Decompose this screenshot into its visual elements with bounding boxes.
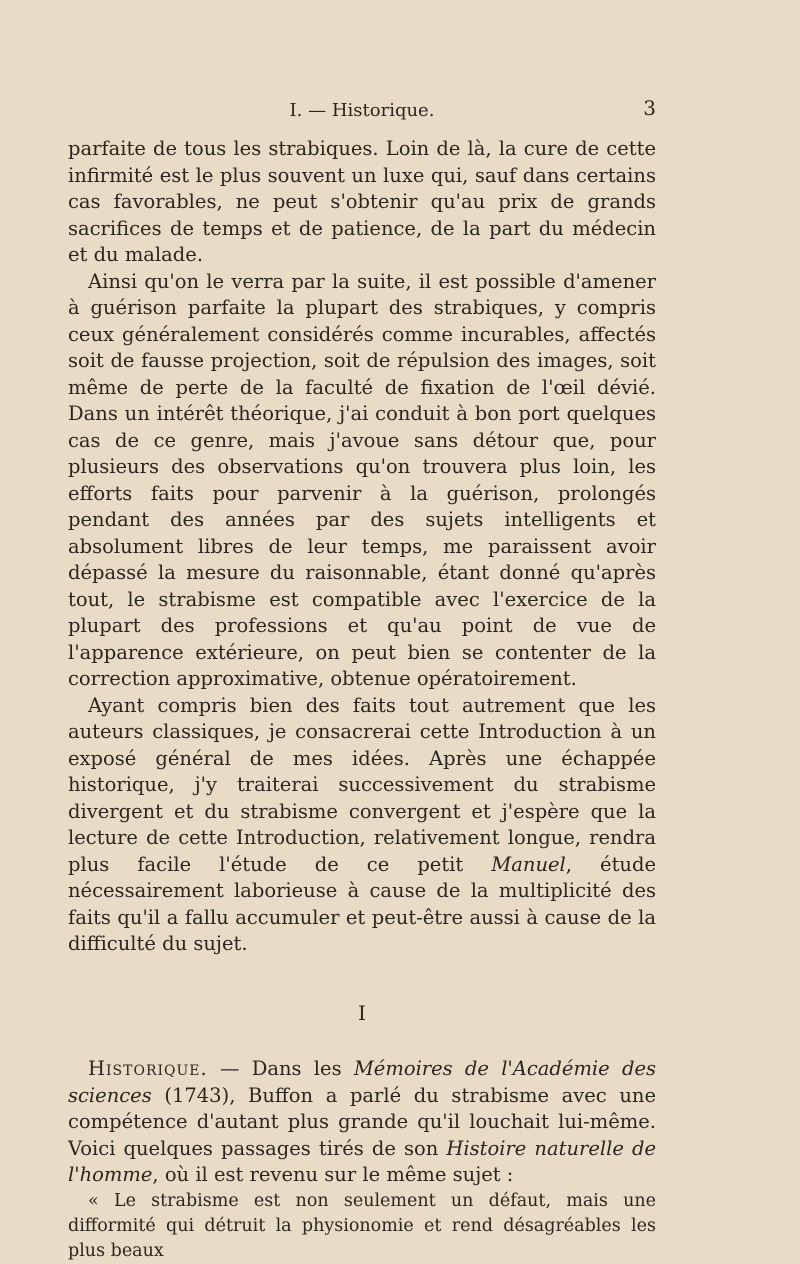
paragraph-2: Ainsi qu'on le verra par la suite, il est possible d'amener à guérison parfaite la plupart des strabiques, y compris ceux généralement considérés comme incurables, affectés soit de fausse projection, soit de répulsion des images, soit même de perte de la faculté de fixation de l'œil dévié. Dans un intérêt théorique, j'ai conduit à bon port quelques cas de ce genre, mais j'avoue sans détour que, pour plusieurs des observations qu'on trouvera plus loin, les efforts faits pour parvenir à la guérison, prolongés pendant des années par des sujets intelligents et absolument libres de leur temps, me paraissent avoir dépassé la mesure du raisonnable, étant donné qu'après tout, le strabisme est compatible avec l'exercice de la plupart des professions et qu'au point de vue de l'apparence extérieure, on peut bien se contenter de la correction approximative, obtenue opératoirement. [68,269,656,690]
section-heading: I [358,1000,366,1025]
chapter-title: I. — Historique. [289,100,435,121]
paragraph-4-text-a: — Dans les [207,1057,354,1080]
historique-lead: Historique. [88,1057,208,1080]
paragraph-4-text-c: , où il est revenu sur le même sujet : [152,1163,514,1186]
paragraph-3-text-a: Ayant compris bien des faits tout autrement que les auteurs classiques, je consacrerai cette Introduction à un exposé général de mes idées. Après une échappée historique, j'y traiterai successivement du strabisme divergent et du strabisme convergent et j'espère que la lecture de cette Introduction, relativement longue, rendra plus facile l'étude de ce petit [68,693,656,876]
page-number: 3 [643,96,656,120]
histoire-title: Histoire naturelle de l'homme [68,1136,656,1186]
running-head [68,96,656,126]
buffon-quote: « Le strabisme est non seulement un défaut, mais une difformité qui détruit la physionomie et rend désagréables les plus beaux [68,1190,656,1261]
paragraph-3-italic: Manuel [491,852,566,876]
memoires-title: Mémoires de l'Académie des sciences [68,1057,656,1107]
paragraph-4-text-b: (1743), Buffon a parlé du strabisme avec une compétence d'autant plus grande qu'il louchait lui-même. Voici quelques passages tirés de son [68,1083,656,1160]
paragraph-1: parfaite de tous les strabiques. Loin de là, la cure de cette infirmité est le plus souvent un luxe qui, sauf dans certains cas favorables, ne peut s'obtenir qu'au prix de grands sacrifices de temps et de patience, de la part du médecin et du malade. [68,137,656,266]
body-text [68,136,656,1264]
paragraph-4 [68,1056,656,1189]
paragraph-3 [68,693,656,958]
paragraph-3-text-b: , étude nécessairement laborieuse à cause de la multiplicité des faits qu'il a fallu accumuler et peut-être aussi à cause de la difficulté du sujet. [68,852,656,955]
